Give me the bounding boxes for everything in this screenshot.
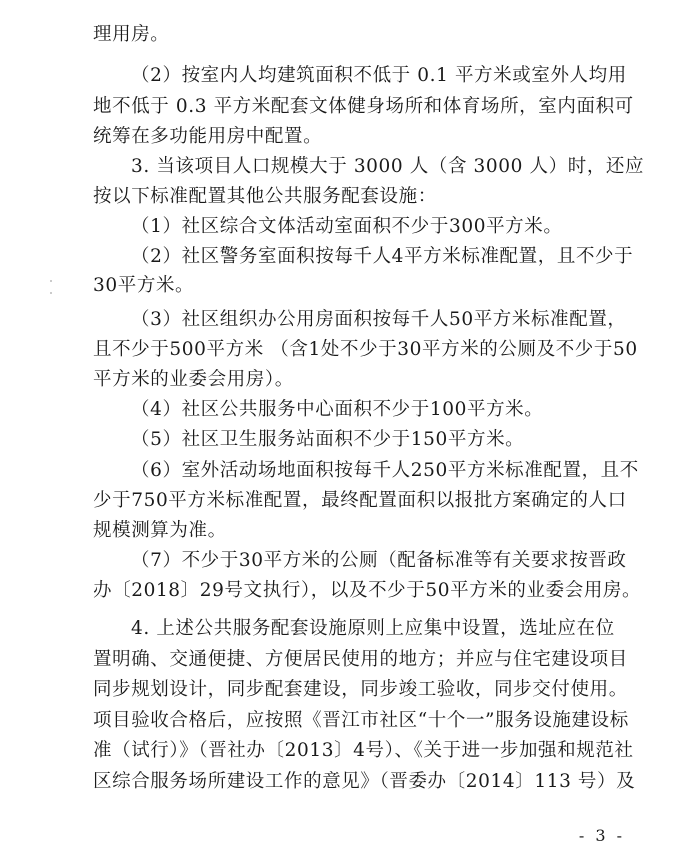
scan-speck bbox=[50, 292, 52, 294]
text-line: 项目验收合格后，应按照《晋江市社区“十个一”服务设施建设标 bbox=[93, 710, 629, 731]
text-line: 理用房。 bbox=[93, 24, 170, 45]
text-line: （2）按室内人均建筑面积不低于 0.1 平方米或室外人均用 bbox=[131, 65, 627, 86]
text-line: 地不低于 0.3 平方米配套文体健身场所和体育场所，室内面积可 bbox=[93, 96, 634, 117]
text-line: 办〔2018〕29号文执行），以及不少于50平方米的业委会用房。 bbox=[93, 580, 642, 601]
text-line: 3. 当该项目人口规模大于 3000 人（含 3000 人）时，还应 bbox=[131, 156, 645, 177]
text-line: 同步规划设计，同步配套建设，同步竣工验收，同步交付使用。 bbox=[93, 679, 628, 700]
text-line: 区综合服务场所建设工作的意见》（晋委办〔2014〕113 号）及 bbox=[93, 771, 636, 792]
text-line: （6）室外活动场地面积按每千人250平方米标准配置，且不 bbox=[131, 460, 639, 481]
text-line: （3）社区组织办公用房面积按每千人50平方米标准配置， bbox=[131, 309, 627, 330]
scan-speck bbox=[50, 280, 52, 282]
text-line: 统筹在多功能用房中配置。 bbox=[93, 126, 323, 147]
text-line: （2）社区警务室面积按每千人4平方米标准配置，且不少于 bbox=[131, 246, 634, 267]
text-line: 置明确、交通便捷、方便居民使用的地方；并应与住宅建设项目 bbox=[93, 649, 628, 670]
text-line: 平方米的业委会用房）。 bbox=[93, 369, 294, 390]
text-line: 规模测算为准。 bbox=[93, 520, 227, 541]
text-line: 按以下标准配置其他公共服务配套设施： bbox=[93, 186, 437, 207]
text-line: （4）社区公共服务中心面积不少于100平方米。 bbox=[131, 399, 544, 420]
text-line: （5）社区卫生服务站面积不少于150平方米。 bbox=[131, 429, 525, 450]
text-line: 准（试行）》（晋社办〔2013〕4号）、《关于进一步加强和规范社 bbox=[93, 740, 634, 761]
text-line: （7）不少于30平方米的公厕（配备标准等有关要求按晋政 bbox=[131, 550, 627, 571]
text-line: 少于750平方米标准配置，最终配置面积以报批方案确定的人口 bbox=[93, 490, 627, 511]
text-line: 且不少于500平方米 （含1处不少于30平方米的公厕及不少于50 bbox=[93, 339, 638, 360]
text-line: 4. 上述公共服务配套设施原则上应集中设置，选址应在位 bbox=[131, 618, 615, 639]
page-number: - 3 - bbox=[578, 826, 625, 845]
text-line: （1）社区综合文体活动室面积不少于300平方米。 bbox=[131, 216, 563, 237]
text-line: 30平方米。 bbox=[93, 275, 195, 296]
